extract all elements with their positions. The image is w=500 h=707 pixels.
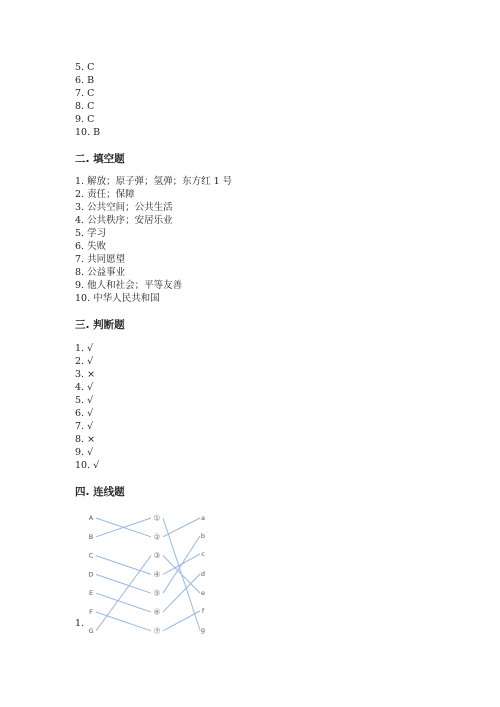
right-label-b: b (200, 532, 206, 540)
choice-answer: 5. C (75, 62, 95, 73)
middle-label-1: ① (153, 513, 161, 523)
right-label-a: a (201, 514, 205, 522)
left-label-D: D (88, 570, 94, 579)
choice-answer: 9. C (75, 114, 95, 125)
section-title-true-false: 三. 判断题 (75, 319, 125, 331)
right-label-g: g (200, 626, 206, 634)
match-line-right-7 (163, 611, 200, 631)
choice-answer: 8. C (75, 101, 95, 112)
true-false-answer: 8. × (75, 434, 96, 445)
left-label-C: C (88, 551, 94, 560)
left-label-G: G (88, 626, 94, 635)
right-label-f: f (201, 607, 205, 615)
section-title-fill-blank: 二. 填空题 (75, 153, 125, 165)
true-false-answer: 2. √ (75, 356, 94, 367)
fill-blank-answer: 5. 学习 (75, 228, 107, 239)
true-false-answer: 3. × (75, 369, 96, 380)
matching-diagram (85, 508, 225, 640)
left-label-E: E (88, 589, 94, 598)
right-label-d: d (200, 570, 206, 578)
true-false-answer: 9. √ (75, 447, 94, 458)
true-false-answer: 7. √ (75, 421, 94, 432)
fill-blank-answer: 6. 失败 (75, 241, 107, 252)
true-false-answer: 10. √ (75, 460, 100, 471)
match-line-left-E (96, 593, 151, 612)
match-line-right-3 (163, 556, 200, 593)
fill-blank-answer: 7. 共同愿望 (75, 254, 126, 265)
fill-blank-answer: 10. 中华人民共和国 (75, 293, 160, 304)
match-line-left-C (96, 556, 151, 575)
true-false-answer: 6. √ (75, 408, 94, 419)
true-false-answer: 5. √ (75, 395, 94, 406)
right-label-c: c (201, 550, 205, 558)
true-false-answer: 4. √ (75, 382, 94, 393)
middle-label-5: ⑤ (153, 588, 161, 598)
section-title-matching: 四. 连线题 (75, 486, 125, 498)
fill-blank-answer: 1. 解放；原子弹；氢弹；东方红 1 号 (75, 176, 233, 187)
fill-blank-answer: 4. 公共秩序；安居乐业 (75, 215, 173, 226)
middle-label-7: ⑦ (153, 626, 161, 636)
fill-blank-answer: 3. 公共空间；公共生活 (75, 202, 173, 213)
match-line-left-G (96, 556, 151, 631)
true-false-answer: 1. √ (75, 343, 94, 354)
match-line-right-5 (163, 536, 200, 593)
fill-blank-answer: 2. 责任；保障 (75, 189, 135, 200)
left-label-A: A (88, 514, 94, 522)
choice-answer: 6. B (75, 75, 95, 86)
fill-blank-answer: 9. 他人和社会；平等友善 (75, 280, 183, 291)
match-line-left-F (96, 612, 151, 631)
middle-label-4: ④ (153, 569, 161, 579)
match-line-left-D (96, 574, 151, 593)
middle-label-2: ② (153, 532, 161, 542)
choice-answer: 10. B (75, 127, 101, 138)
middle-label-3: ③ (153, 551, 161, 561)
choice-answer: 7. C (75, 88, 95, 99)
match-line-right-2 (163, 518, 200, 537)
question-number: 1. (75, 618, 85, 629)
match-line-right-6 (163, 574, 200, 612)
left-label-B: B (88, 532, 94, 541)
fill-blank-answer: 8. 公益事业 (75, 267, 126, 278)
left-label-F: F (89, 608, 93, 616)
right-label-e: e (201, 589, 205, 597)
middle-label-6: ⑥ (153, 607, 161, 617)
